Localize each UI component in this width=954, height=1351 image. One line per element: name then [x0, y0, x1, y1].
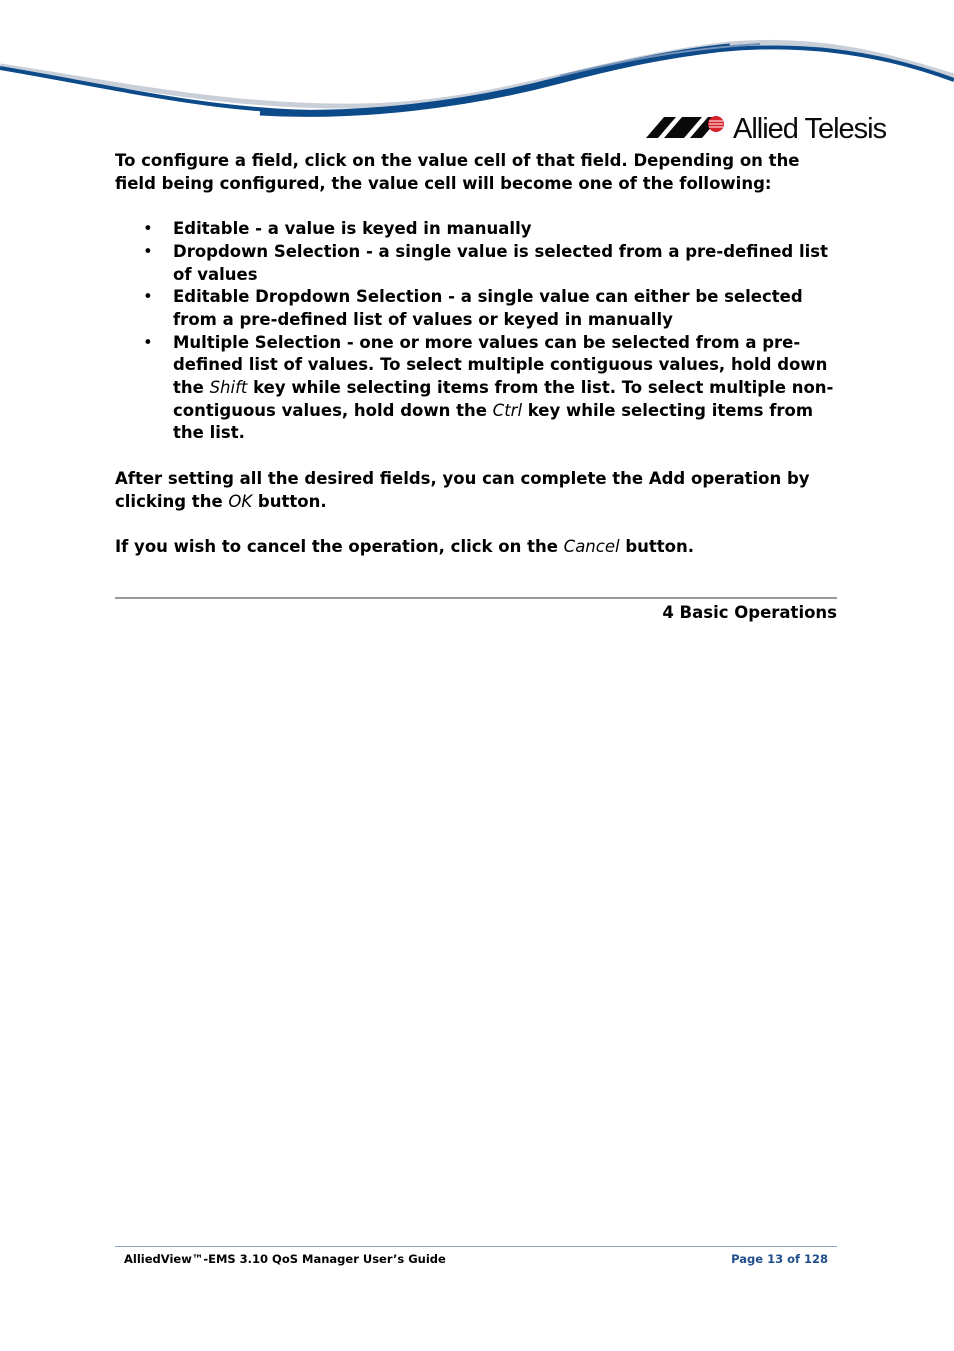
- header-swoosh-graphic: [0, 0, 954, 150]
- item-desc: key while selecting items from the list. To select multiple non-contiguous values, hold down the: [173, 378, 834, 420]
- ok-button-label: OK: [228, 491, 253, 511]
- cancel-paragraph: [115, 536, 837, 559]
- ok-text-end: button.: [252, 491, 327, 511]
- item-term: Multiple Selection: [173, 332, 342, 352]
- section-divider: [115, 597, 837, 599]
- document-body: [115, 150, 837, 559]
- ok-paragraph: [115, 468, 837, 513]
- intro-paragraph: To configure a field, click on the value cell of that field. Depending on the field being configured, the value cell will become one of the following:: [115, 151, 800, 193]
- list-item: [173, 241, 837, 286]
- item-term: Dropdown Selection: [173, 241, 361, 261]
- item-desc: key while selecting items from the list.: [173, 400, 814, 443]
- cancel-text-end: button.: [619, 536, 695, 556]
- list-item: [173, 218, 837, 241]
- allied-telesis-logo-text: Allied Telesis: [733, 113, 887, 145]
- field-type-list: [115, 218, 837, 445]
- footer-page-number: Page 13 of 128: [731, 1252, 828, 1266]
- item-desc: - a single value can either be selected from a pre-defined list of values or keyed in manually: [173, 287, 803, 329]
- ok-text: After setting all the desired fields, you can complete the Add operation by clicking the: [115, 468, 810, 511]
- list-item: [173, 332, 837, 446]
- item-desc: - a single value is selected from a pre-defined list of values: [173, 241, 828, 284]
- cancel-button-label: Cancel: [563, 536, 620, 556]
- footer-divider: [115, 1246, 837, 1247]
- footer-doc-title: AlliedView™-EMS 3.10 QoS Manager User’s Guide: [124, 1252, 446, 1266]
- item-desc: - one or more values can be selected from a pre-defined list of values. To select multiple contiguous values, hold down the: [173, 332, 828, 398]
- ctrl-key-label: Ctrl: [492, 400, 523, 420]
- section-label: 4 Basic Operations: [662, 603, 837, 622]
- item-term: Editable: [173, 219, 250, 239]
- cancel-text: If you wish to cancel the operation, click on the: [115, 536, 564, 556]
- allied-telesis-logo-mark: [646, 116, 724, 138]
- item-desc: - a value is keyed in manually: [249, 219, 532, 239]
- shift-key-label: Shift: [209, 378, 248, 398]
- list-item: [173, 286, 837, 331]
- item-term: Editable Dropdown Selection: [173, 287, 443, 307]
